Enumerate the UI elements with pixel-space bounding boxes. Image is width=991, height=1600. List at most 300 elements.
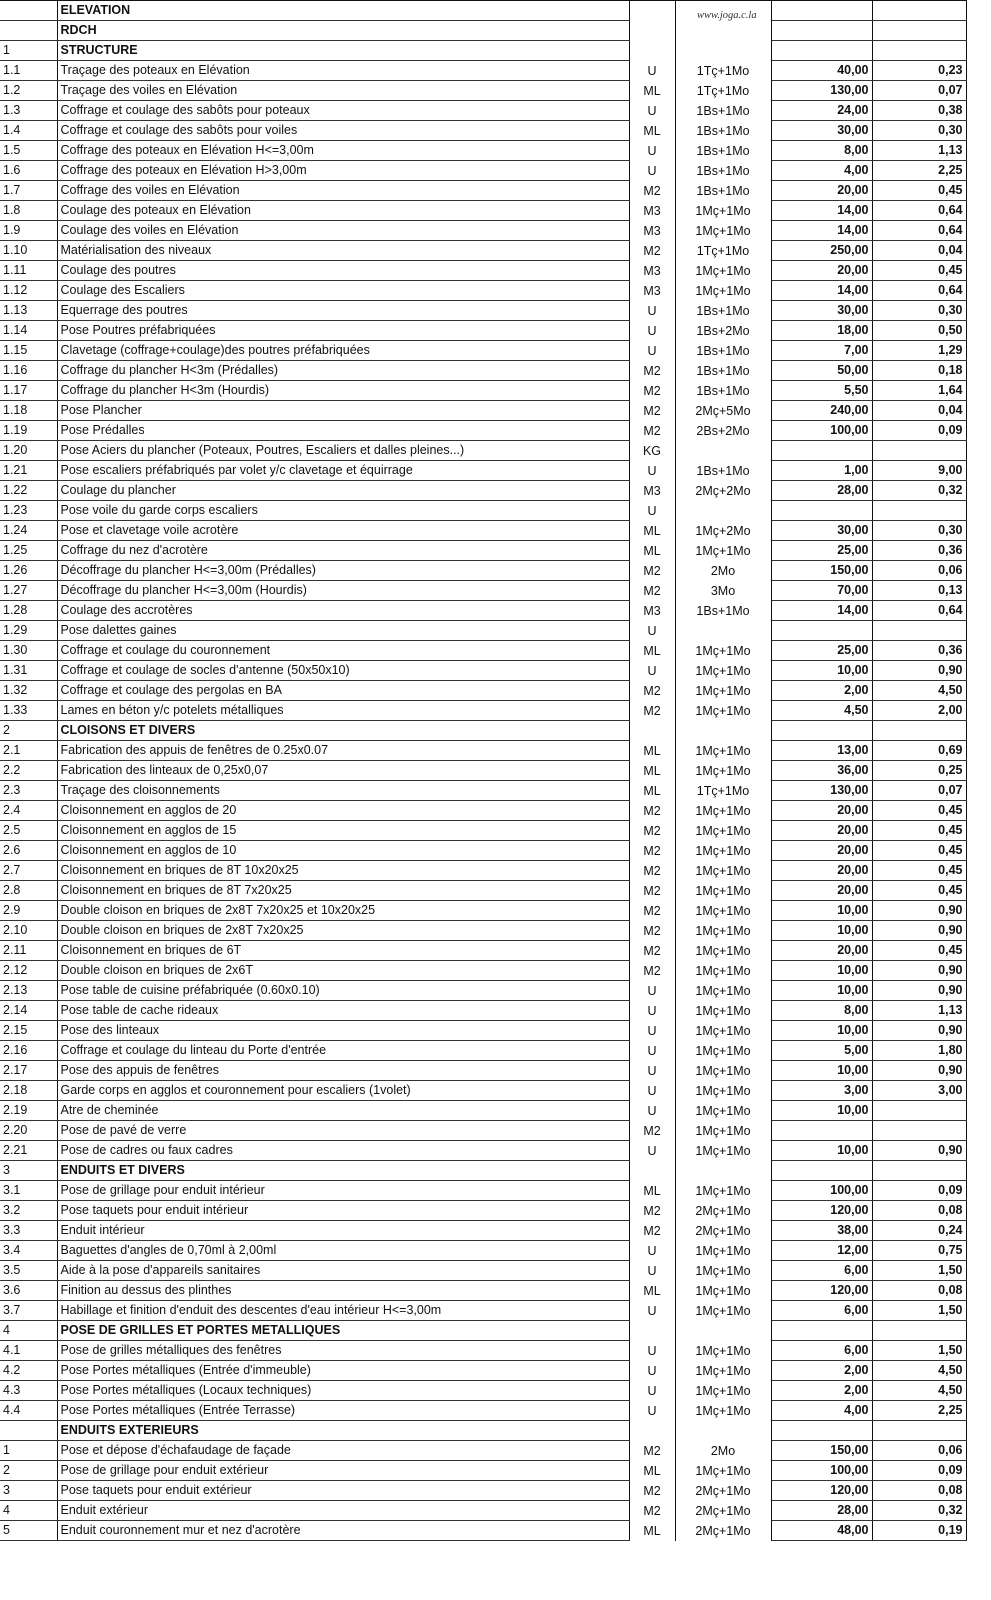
quantity-cell: 150,00 [771, 561, 872, 581]
table-row [0, 1381, 966, 1401]
quantity-cell: 4,00 [771, 1401, 872, 1421]
crew-cell: 1Mç+1Mo [675, 1381, 771, 1401]
item-number: 2.17 [0, 1061, 57, 1081]
item-number [0, 1, 57, 21]
item-number: 1.23 [0, 501, 57, 521]
section-row [0, 41, 966, 61]
quantity-cell: 25,00 [771, 641, 872, 661]
crew-cell: 1Mç+1Mo [675, 1281, 771, 1301]
unit-cell: M2 [629, 701, 675, 721]
table-row [0, 161, 966, 181]
section-row [0, 1421, 966, 1441]
ratio-cell: 2,25 [872, 161, 966, 181]
unit-cell: M2 [629, 561, 675, 581]
item-number: 2.12 [0, 961, 57, 981]
item-description: RDCH [57, 21, 629, 41]
crew-cell: 1Mç+1Mo [675, 541, 771, 561]
item-number: 1.13 [0, 301, 57, 321]
crew-cell: 2Mç+1Mo [675, 1481, 771, 1501]
crew-cell: 2Mç+1Mo [675, 1521, 771, 1541]
crew-cell [675, 621, 771, 641]
item-number: 1.28 [0, 601, 57, 621]
table-row [0, 501, 966, 521]
table-row [0, 1021, 966, 1041]
crew-cell: 1Mç+1Mo [675, 841, 771, 861]
unit-cell: M2 [629, 921, 675, 941]
quantity-cell: 28,00 [771, 481, 872, 501]
unit-cell: KG [629, 441, 675, 461]
quantity-cell: 20,00 [771, 801, 872, 821]
section-row [0, 1, 966, 21]
unit-cell: U [629, 981, 675, 1001]
unit-cell: M3 [629, 281, 675, 301]
item-number: 1.30 [0, 641, 57, 661]
quantity-cell: 4,00 [771, 161, 872, 181]
crew-cell: 2Mç+1Mo [675, 1221, 771, 1241]
unit-cell: M3 [629, 221, 675, 241]
item-description: Décoffrage du plancher H<=3,00m (Hourdis) [57, 581, 629, 601]
unit-cell: U [629, 301, 675, 321]
item-number: 2.2 [0, 761, 57, 781]
item-number: 2.21 [0, 1141, 57, 1161]
table-row [0, 441, 966, 461]
quantity-cell: 13,00 [771, 741, 872, 761]
ratio-cell: 0,07 [872, 81, 966, 101]
item-description: Coulage du plancher [57, 481, 629, 501]
ratio-cell: 0,90 [872, 961, 966, 981]
ratio-cell [872, 1101, 966, 1121]
table-row [0, 1361, 966, 1381]
crew-cell [675, 441, 771, 461]
unit-cell: ML [629, 541, 675, 561]
crew-cell: 1Mç+1Mo [675, 221, 771, 241]
crew-cell: 1Mç+1Mo [675, 761, 771, 781]
crew-cell [675, 1321, 771, 1341]
quantity-cell: 30,00 [771, 121, 872, 141]
ratio-cell: 1,50 [872, 1341, 966, 1361]
quantity-cell: 130,00 [771, 781, 872, 801]
item-number: 3.2 [0, 1201, 57, 1221]
table-row [0, 1501, 966, 1521]
item-description: ELEVATION [57, 1, 629, 21]
item-description: Pose Plancher [57, 401, 629, 421]
item-number: 2.5 [0, 821, 57, 841]
ratio-cell: 0,45 [872, 841, 966, 861]
quantity-cell: 50,00 [771, 361, 872, 381]
ratio-cell: 1,80 [872, 1041, 966, 1061]
table-row [0, 961, 966, 981]
quantity-cell: 10,00 [771, 1101, 872, 1121]
ratio-cell: 0,64 [872, 221, 966, 241]
unit-cell: U [629, 1101, 675, 1121]
quantity-cell: 70,00 [771, 581, 872, 601]
item-number: 1.27 [0, 581, 57, 601]
item-number: 4.3 [0, 1381, 57, 1401]
unit-cell [629, 41, 675, 61]
unit-cell: M2 [629, 941, 675, 961]
unit-cell: U [629, 1241, 675, 1261]
table-row [0, 781, 966, 801]
item-description: Coulage des Escaliers [57, 281, 629, 301]
quantity-cell: 3,00 [771, 1081, 872, 1101]
quantity-cell [771, 441, 872, 461]
item-description: Pose Aciers du plancher (Poteaux, Poutres, Escaliers et dalles pleines...) [57, 441, 629, 461]
item-number: 5 [0, 1521, 57, 1541]
unit-cell: M2 [629, 861, 675, 881]
quantity-cell: 25,00 [771, 541, 872, 561]
ratio-cell: 0,45 [872, 941, 966, 961]
unit-cell: U [629, 1141, 675, 1161]
quantity-cell: 10,00 [771, 961, 872, 981]
crew-cell: 1Mç+1Mo [675, 1081, 771, 1101]
crew-cell: 1Mç+1Mo [675, 641, 771, 661]
item-description: Cloisonnement en briques de 8T 10x20x25 [57, 861, 629, 881]
quantity-cell: 14,00 [771, 221, 872, 241]
item-number: 2.3 [0, 781, 57, 801]
item-number: 3 [0, 1481, 57, 1501]
item-number [0, 21, 57, 41]
item-number: 1.26 [0, 561, 57, 581]
item-number: 1.15 [0, 341, 57, 361]
item-number: 2.20 [0, 1121, 57, 1141]
item-description: Equerrage des poutres [57, 301, 629, 321]
item-number [0, 1421, 57, 1441]
item-description: Coffrage des voiles en Elévation [57, 181, 629, 201]
table-row [0, 101, 966, 121]
item-description: Coulage des accrotères [57, 601, 629, 621]
quantity-cell: 40,00 [771, 61, 872, 81]
item-number: 2.8 [0, 881, 57, 901]
crew-cell: 1Bs+1Mo [675, 301, 771, 321]
item-description: Coffrage et coulage de socles d'antenne (50x50x10) [57, 661, 629, 681]
item-description: Pose voile du garde corps escaliers [57, 501, 629, 521]
ratio-cell: 0,08 [872, 1281, 966, 1301]
ratio-cell: 0,06 [872, 561, 966, 581]
crew-cell: 1Mç+1Mo [675, 1041, 771, 1061]
item-number: 1.8 [0, 201, 57, 221]
crew-cell: 1Mç+1Mo [675, 1301, 771, 1321]
unit-cell [629, 721, 675, 741]
quantity-cell: 14,00 [771, 201, 872, 221]
unit-cell [629, 1321, 675, 1341]
table-row [0, 841, 966, 861]
item-number: 1.9 [0, 221, 57, 241]
unit-cell: ML [629, 761, 675, 781]
item-number: 2.7 [0, 861, 57, 881]
ratio-cell: 1,50 [872, 1301, 966, 1321]
table-row [0, 801, 966, 821]
unit-cell: U [629, 1261, 675, 1281]
crew-cell: 1Bs+1Mo [675, 101, 771, 121]
quantity-cell: 18,00 [771, 321, 872, 341]
crew-cell: 2Mç+2Mo [675, 481, 771, 501]
item-number: 1.24 [0, 521, 57, 541]
item-number: 1.10 [0, 241, 57, 261]
unit-cell: ML [629, 1281, 675, 1301]
table-row [0, 221, 966, 241]
crew-cell: 1Bs+1Mo [675, 461, 771, 481]
unit-cell: M2 [629, 581, 675, 601]
crew-cell: 1Mç+1Mo [675, 901, 771, 921]
crew-cell: 1Mç+1Mo [675, 681, 771, 701]
unit-cell: U [629, 1081, 675, 1101]
table-row [0, 1241, 966, 1261]
unit-cell: ML [629, 121, 675, 141]
ratio-cell: 0,45 [872, 181, 966, 201]
item-description: Baguettes d'angles de 0,70ml à 2,00ml [57, 1241, 629, 1261]
quantity-cell: 100,00 [771, 1461, 872, 1481]
crew-cell: 1Mç+1Mo [675, 261, 771, 281]
crew-cell: 1Mç+1Mo [675, 1261, 771, 1281]
item-description: Pose des linteaux [57, 1021, 629, 1041]
item-description: Enduit intérieur [57, 1221, 629, 1241]
item-number: 2.6 [0, 841, 57, 861]
table-row [0, 921, 966, 941]
item-number: 1.5 [0, 141, 57, 161]
crew-cell: 1Bs+2Mo [675, 321, 771, 341]
quantity-cell: 100,00 [771, 1181, 872, 1201]
item-number: 1.16 [0, 361, 57, 381]
quantity-cell: 1,00 [771, 461, 872, 481]
ratio-cell: 0,90 [872, 1141, 966, 1161]
item-number: 1.29 [0, 621, 57, 641]
item-number: 3.6 [0, 1281, 57, 1301]
table-row [0, 81, 966, 101]
ratio-cell: 0,45 [872, 881, 966, 901]
crew-cell: 1Mç+1Mo [675, 821, 771, 841]
ratio-cell [872, 1421, 966, 1441]
crew-cell: 1Bs+1Mo [675, 161, 771, 181]
ratio-cell: 0,32 [872, 1501, 966, 1521]
unit-cell: U [629, 501, 675, 521]
ratio-cell: 0,30 [872, 521, 966, 541]
ratio-cell: 4,50 [872, 681, 966, 701]
unit-cell: M2 [629, 881, 675, 901]
item-description: STRUCTURE [57, 41, 629, 61]
quantity-cell: 20,00 [771, 861, 872, 881]
item-description: Cloisonnement en briques de 8T 7x20x25 [57, 881, 629, 901]
unit-cell: U [629, 621, 675, 641]
item-number: 1.14 [0, 321, 57, 341]
crew-cell [675, 1161, 771, 1181]
quantity-cell: 100,00 [771, 421, 872, 441]
item-description: Coffrage et coulage du linteau du Porte d'entrée [57, 1041, 629, 1061]
unit-cell: M2 [629, 181, 675, 201]
item-number: 1.22 [0, 481, 57, 501]
table-row [0, 1461, 966, 1481]
table-row [0, 1141, 966, 1161]
item-number: 4.4 [0, 1401, 57, 1421]
table-row [0, 581, 966, 601]
crew-cell: 1Mç+1Mo [675, 1001, 771, 1021]
quantity-cell: 6,00 [771, 1341, 872, 1361]
ratio-cell [872, 621, 966, 641]
table-row [0, 361, 966, 381]
item-number: 1.21 [0, 461, 57, 481]
table-row [0, 341, 966, 361]
item-number: 2.9 [0, 901, 57, 921]
unit-cell: ML [629, 521, 675, 541]
quantity-cell: 240,00 [771, 401, 872, 421]
crew-cell [675, 721, 771, 741]
unit-cell: ML [629, 641, 675, 661]
item-description: Pose table de cuisine préfabriquée (0.60x0.10) [57, 981, 629, 1001]
item-number: 1.33 [0, 701, 57, 721]
item-number: 1.7 [0, 181, 57, 201]
unit-cell [629, 1421, 675, 1441]
item-number: 2.14 [0, 1001, 57, 1021]
item-description: Finition au dessus des plinthes [57, 1281, 629, 1301]
unit-cell: ML [629, 1521, 675, 1541]
item-number: 1.3 [0, 101, 57, 121]
crew-cell: 1Mç+1Mo [675, 281, 771, 301]
unit-cell: M2 [629, 1121, 675, 1141]
item-number: 4 [0, 1321, 57, 1341]
unit-cell: M2 [629, 841, 675, 861]
item-description: Pose Portes métalliques (Locaux techniques) [57, 1381, 629, 1401]
unit-cell [629, 1161, 675, 1181]
quantity-cell: 4,50 [771, 701, 872, 721]
quantity-cell [771, 621, 872, 641]
ratio-cell: 0,04 [872, 401, 966, 421]
ratio-cell [872, 1161, 966, 1181]
item-number: 3.5 [0, 1261, 57, 1281]
unit-cell: U [629, 1301, 675, 1321]
table-row [0, 981, 966, 1001]
table-row [0, 1061, 966, 1081]
ratio-cell [872, 21, 966, 41]
quantity-cell [771, 1421, 872, 1441]
quantity-cell: 48,00 [771, 1521, 872, 1541]
item-number: 1.6 [0, 161, 57, 181]
table-row [0, 601, 966, 621]
crew-cell: 1Mç+1Mo [675, 201, 771, 221]
table-row [0, 881, 966, 901]
table-row [0, 401, 966, 421]
ratio-cell [872, 1, 966, 21]
crew-cell: 1Mç+1Mo [675, 1361, 771, 1381]
crew-cell: 1Mç+1Mo [675, 1461, 771, 1481]
item-description: Pose Poutres préfabriquées [57, 321, 629, 341]
unit-cell: U [629, 1001, 675, 1021]
quantity-cell: 12,00 [771, 1241, 872, 1261]
item-description: Cloisonnement en agglos de 15 [57, 821, 629, 841]
quantity-cell [771, 21, 872, 41]
item-number: 1.11 [0, 261, 57, 281]
quantity-cell: 36,00 [771, 761, 872, 781]
crew-cell: 1Mç+1Mo [675, 1141, 771, 1161]
crew-cell: 1Mç+2Mo [675, 521, 771, 541]
crew-cell: 1Mç+1Mo [675, 881, 771, 901]
item-description: Pose de pavé de verre [57, 1121, 629, 1141]
table-row [0, 1081, 966, 1101]
table-row [0, 301, 966, 321]
crew-cell: 1Mç+1Mo [675, 1401, 771, 1421]
quantity-cell: 8,00 [771, 1001, 872, 1021]
unit-cell: M3 [629, 481, 675, 501]
quantity-cell: 20,00 [771, 941, 872, 961]
item-description: POSE DE GRILLES ET PORTES METALLIQUES [57, 1321, 629, 1341]
ratio-cell: 0,08 [872, 1481, 966, 1501]
ratio-cell [872, 721, 966, 741]
item-description: ENDUITS EXTERIEURS [57, 1421, 629, 1441]
quantity-cell: 10,00 [771, 901, 872, 921]
unit-cell: U [629, 1381, 675, 1401]
quantity-cell: 6,00 [771, 1301, 872, 1321]
item-number: 1.18 [0, 401, 57, 421]
item-description: CLOISONS ET DIVERS [57, 721, 629, 741]
quantity-cell: 8,00 [771, 141, 872, 161]
ratio-cell: 0,32 [872, 481, 966, 501]
crew-cell: 1Mç+1Mo [675, 961, 771, 981]
unit-cell: U [629, 101, 675, 121]
crew-cell: 1Bs+1Mo [675, 341, 771, 361]
unit-cell: M2 [629, 1501, 675, 1521]
crew-cell: 1Bs+1Mo [675, 141, 771, 161]
quantity-cell: 20,00 [771, 881, 872, 901]
unit-cell: U [629, 161, 675, 181]
item-description: Lames en béton y/c potelets métalliques [57, 701, 629, 721]
item-number: 3.1 [0, 1181, 57, 1201]
table-row [0, 861, 966, 881]
item-description: Traçage des voiles en Elévation [57, 81, 629, 101]
section-row [0, 721, 966, 741]
crew-cell: 1Mç+1Mo [675, 1341, 771, 1361]
table-row [0, 481, 966, 501]
unit-cell: U [629, 1061, 675, 1081]
quantity-cell [771, 1, 872, 21]
table-row [0, 381, 966, 401]
item-description: Fabrication des linteaux de 0,25x0,07 [57, 761, 629, 781]
ratio-cell: 0,45 [872, 261, 966, 281]
crew-cell: 2Bs+2Mo [675, 421, 771, 441]
ratio-cell: 0,36 [872, 541, 966, 561]
quantity-cell: 10,00 [771, 1141, 872, 1161]
table-row [0, 1441, 966, 1461]
item-description: Fabrication des appuis de fenêtres de 0.25x0.07 [57, 741, 629, 761]
item-number: 1.19 [0, 421, 57, 441]
item-number: 1.31 [0, 661, 57, 681]
section-row [0, 21, 966, 41]
ratio-cell [872, 501, 966, 521]
table-row [0, 321, 966, 341]
ratio-cell: 0,18 [872, 361, 966, 381]
ratio-cell: 1,50 [872, 1261, 966, 1281]
crew-cell: 2Mo [675, 561, 771, 581]
ratio-cell: 1,13 [872, 1001, 966, 1021]
item-number: 1.12 [0, 281, 57, 301]
quantity-cell: 20,00 [771, 181, 872, 201]
quantity-cell: 24,00 [771, 101, 872, 121]
ratio-cell: 0,36 [872, 641, 966, 661]
quantity-cell: 14,00 [771, 281, 872, 301]
ratio-cell: 1,29 [872, 341, 966, 361]
item-description: Coffrage et coulage des sabôts pour poteaux [57, 101, 629, 121]
ratio-cell: 0,90 [872, 901, 966, 921]
table-row [0, 1101, 966, 1121]
quantity-cell: 130,00 [771, 81, 872, 101]
item-description: Coulage des voiles en Elévation [57, 221, 629, 241]
crew-cell [675, 21, 771, 41]
crew-cell: 1Bs+1Mo [675, 381, 771, 401]
item-description: Pose de grillage pour enduit extérieur [57, 1461, 629, 1481]
item-description: Pose escaliers préfabriqués par volet y/c clavetage et équirrage [57, 461, 629, 481]
ratio-cell [872, 41, 966, 61]
item-description: Coulage des poteaux en Elévation [57, 201, 629, 221]
item-description: Atre de cheminée [57, 1101, 629, 1121]
quantity-cell: 5,50 [771, 381, 872, 401]
unit-cell: U [629, 661, 675, 681]
